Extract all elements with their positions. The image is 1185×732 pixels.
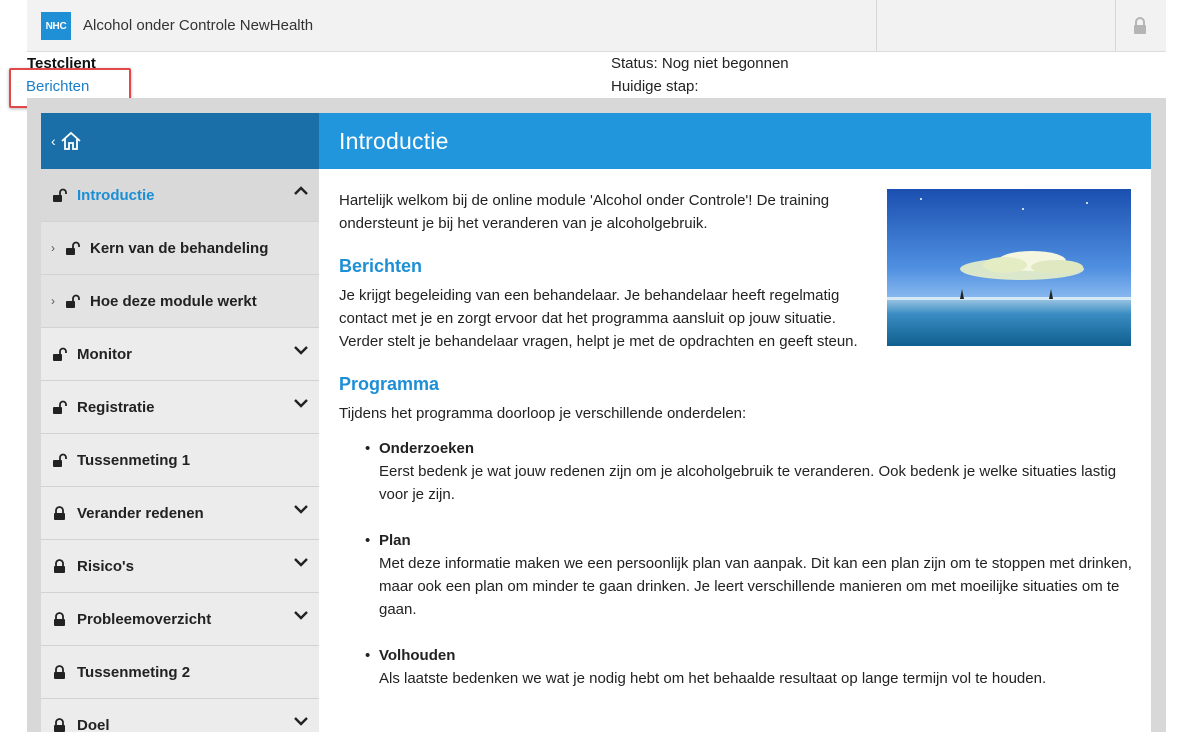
chevron-right-icon: › [51, 294, 55, 308]
list-item-title: • Plan [379, 532, 411, 549]
chevron-up-icon[interactable] [294, 186, 308, 196]
sidebar-item[interactable] [41, 540, 319, 593]
sidebar-item[interactable] [41, 699, 319, 732]
chevron-right-icon: › [51, 241, 55, 255]
sidebar-item-label: Verander redenen [77, 504, 204, 522]
sidebar-item-label: Introductie [77, 186, 155, 204]
sidebar-item[interactable] [41, 381, 319, 434]
sidebar-item-label: Doel [77, 716, 110, 732]
chevron-down-icon[interactable] [294, 345, 308, 355]
page-title: Introductie [319, 113, 1151, 169]
list-item-text: Met deze informatie maken we een persoonlijk plan van aanpak. Dit kan een plan zijn om te stoppen met drinken, maar ook een plan om minder te gaan drinken. Je leert verschillende manieren om met moeilijke situaties om te gaan. [379, 555, 1132, 618]
list-item [379, 437, 1134, 506]
app-title: Alcohol onder Controle NewHealth [83, 17, 314, 34]
chevron-down-icon[interactable] [294, 557, 308, 567]
current-step-text: Huidige stap: [611, 78, 699, 95]
content-body [339, 189, 1134, 713]
sidebar-item-label: Kern van de behandeling [90, 239, 269, 257]
unlocked-icon [52, 400, 67, 415]
messages-link[interactable]: Berichten [26, 78, 90, 95]
nhc-logo: NHC [41, 12, 71, 40]
module-sidebar [41, 113, 319, 732]
unlocked-icon [52, 188, 67, 203]
chevron-left-icon[interactable]: ‹ [51, 133, 56, 149]
header-divider [1115, 0, 1116, 51]
sidebar-item[interactable] [41, 487, 319, 540]
intro-text: Hartelijk welkom bij de online module 'Alcohol onder Controle'! De training ondersteunt je bij het veranderen van je alcoholgebruik. [339, 192, 830, 232]
sidebar-item[interactable] [41, 169, 319, 222]
list-item [379, 644, 1134, 690]
lock-icon [52, 718, 67, 732]
lock-icon[interactable] [1131, 16, 1149, 36]
sidebar-item-label: Tussenmeting 2 [77, 663, 191, 681]
sidebar-header [41, 113, 319, 169]
sidebar-item[interactable] [41, 593, 319, 646]
content-panel [319, 113, 1151, 732]
sidebar-item-label: Registratie [77, 398, 155, 416]
list-item-text: Eerst bedenk je wat jouw redenen zijn om je alcoholgebruik te veranderen. Ook bedenk je welke situaties lastig voor je zijn. [379, 463, 1117, 503]
unlocked-icon [52, 347, 67, 362]
list-item-title: • Onderzoeken [379, 440, 475, 457]
app-header [27, 0, 1166, 52]
lock-icon [52, 665, 67, 680]
unlocked-icon [65, 294, 80, 309]
sidebar-item[interactable] [41, 434, 319, 487]
sidebar-item[interactable] [41, 328, 319, 381]
program-text: Tijdens het programma doorloop je verschillende onderdelen: [339, 405, 747, 422]
section-heading-messages: Berichten [339, 256, 423, 276]
list-item [379, 529, 1134, 621]
chevron-down-icon[interactable] [294, 610, 308, 620]
lock-icon [52, 559, 67, 574]
unlocked-icon [52, 453, 67, 468]
sidebar-nav [41, 169, 319, 732]
lock-icon [52, 612, 67, 627]
sidebar-item[interactable] [41, 222, 319, 275]
sidebar-item-label: Hoe deze module werkt [90, 292, 257, 310]
messages-text: Je krijgt begeleiding van een behandelaar. Je behandelaar heeft regelmatig contact met je en zorgt ervoor dat het programma aansluit op jouw situatie. Verder stelt je behandelaar vragen, helpt je met de opdrachten en geeft steun. [339, 287, 858, 350]
sidebar-item-label: Tussenmeting 1 [77, 451, 191, 469]
status-text: Status: Nog niet begonnen [611, 55, 789, 72]
lock-icon [52, 506, 67, 521]
header-divider [876, 0, 877, 51]
list-item-text: Als laatste bedenken we wat je nodig hebt om het behaalde resultaat op lange termijn vol te houden. [379, 670, 1047, 687]
unlocked-icon [65, 241, 80, 256]
sidebar-item-label: Probleemoverzicht [77, 610, 212, 628]
sidebar-item[interactable] [41, 275, 319, 328]
list-item-title: • Volhouden [379, 647, 456, 664]
sidebar-item-label: Monitor [77, 345, 132, 363]
chevron-down-icon[interactable] [294, 504, 308, 514]
sidebar-item[interactable] [41, 646, 319, 699]
client-name: Testclient [27, 55, 96, 72]
chevron-down-icon[interactable] [294, 716, 308, 726]
section-heading-program: Programma [339, 374, 440, 394]
program-list [339, 437, 1134, 690]
home-icon[interactable] [60, 131, 82, 151]
chevron-down-icon[interactable] [294, 398, 308, 408]
sidebar-item-label: Risico's [77, 557, 134, 575]
